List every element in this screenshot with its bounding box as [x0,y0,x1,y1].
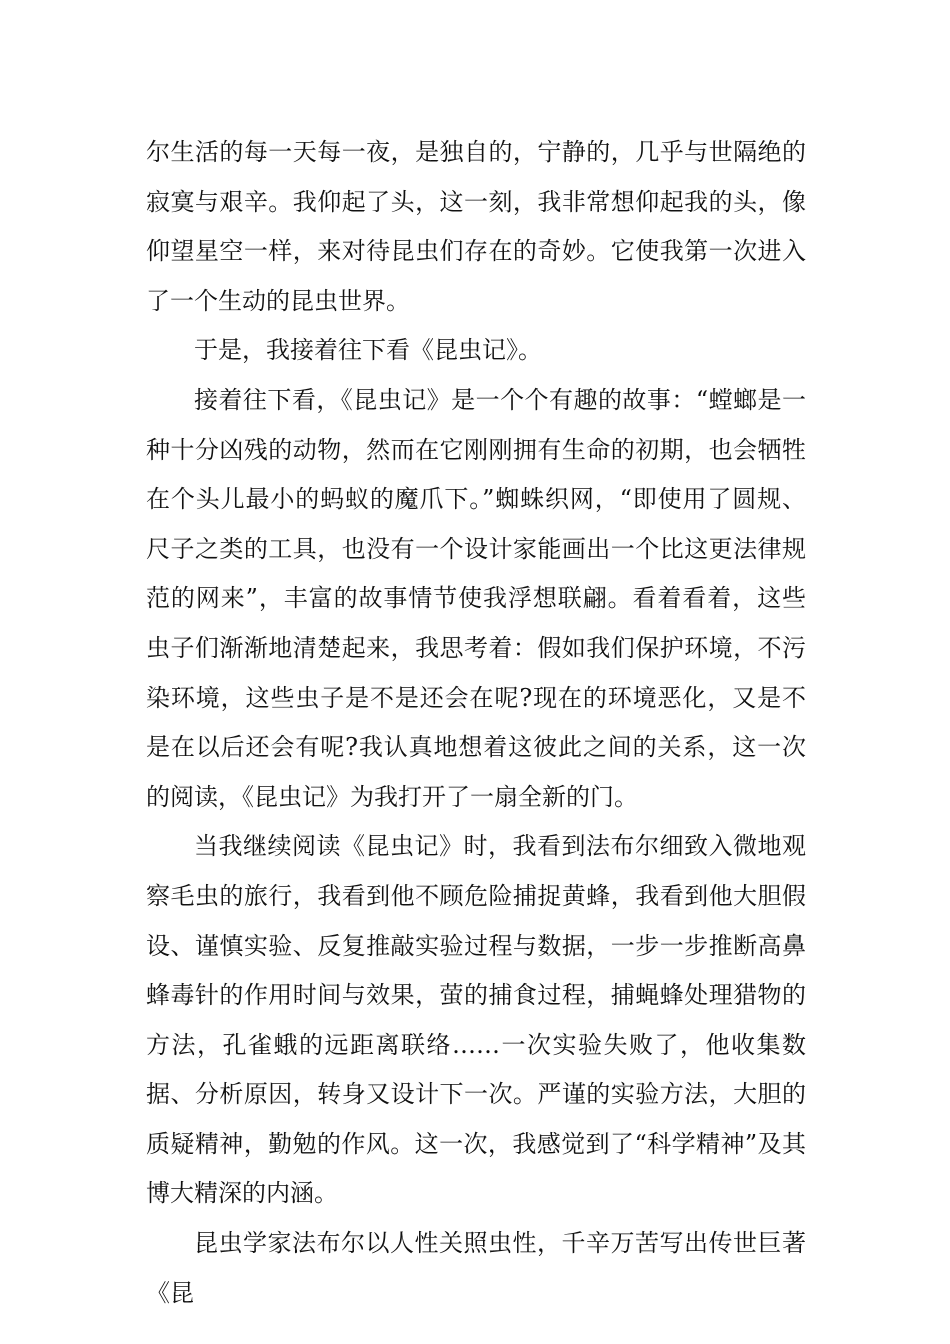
paragraph-3: 接着往下看，《昆虫记》是一个个有趣的故事：“螳螂是一种十分凶残的动物，然而在它刚刚拥有生命的初期，也会牺牲在个头儿最小的蚂蚁的魔爪下。”蜘蛛织网，“即使用了圆规、尺子之类的工具，也没有一个设计家能画出一个比这更法律规范的网来”，丰富的故事情节使我浮想联翩。看着看着，这些虫子们渐渐地清楚起来，我思考着：假如我们保护环境，不污染环境，这些虫子是不是还会在呢?现在的环境恶化，又是不是在以后还会有呢?我认真地想着这彼此之间的关系，这一次的阅读，《昆虫记》为我打开了一扇全新的门。 [146,385,806,811]
paragraph-5: 昆虫学家法布尔以人性关照虫性，千辛万苦写出传世巨著《昆 [146,1229,806,1307]
paragraph-1: 尔生活的每一天每一夜，是独自的，宁静的，几乎与世隔绝的寂寞与艰辛。我仰起了头，这一刻，我非常想仰起我的头，像仰望星空一样，来对待昆虫们存在的奇妙。它使我第一次进入了一个生动的昆虫世界。 [146,138,806,315]
paragraph-4: 当我继续阅读《昆虫记》时，我看到法布尔细致入微地观察毛虫的旅行，我看到他不顾危险捕捉黄蜂，我看到他大胆假设、谨慎实验、反复推敲实验过程与数据，一步一步推断高鼻蜂毒针的作用时间与效果，萤的捕食过程，捕蝇蜂处理猎物的方法，孔雀蛾的远距离联络……一次实验失败了，他收集数据、分析原因，转身又设计下一次。严谨的实验方法，大胆的质疑精神，勤勉的作风。这一次，我感觉到了“科学精神”及其博大精深的内涵。 [146,832,806,1208]
document-body [146,128,806,1318]
paragraph-2: 于是，我接着往下看《昆虫记》。 [194,336,542,365]
